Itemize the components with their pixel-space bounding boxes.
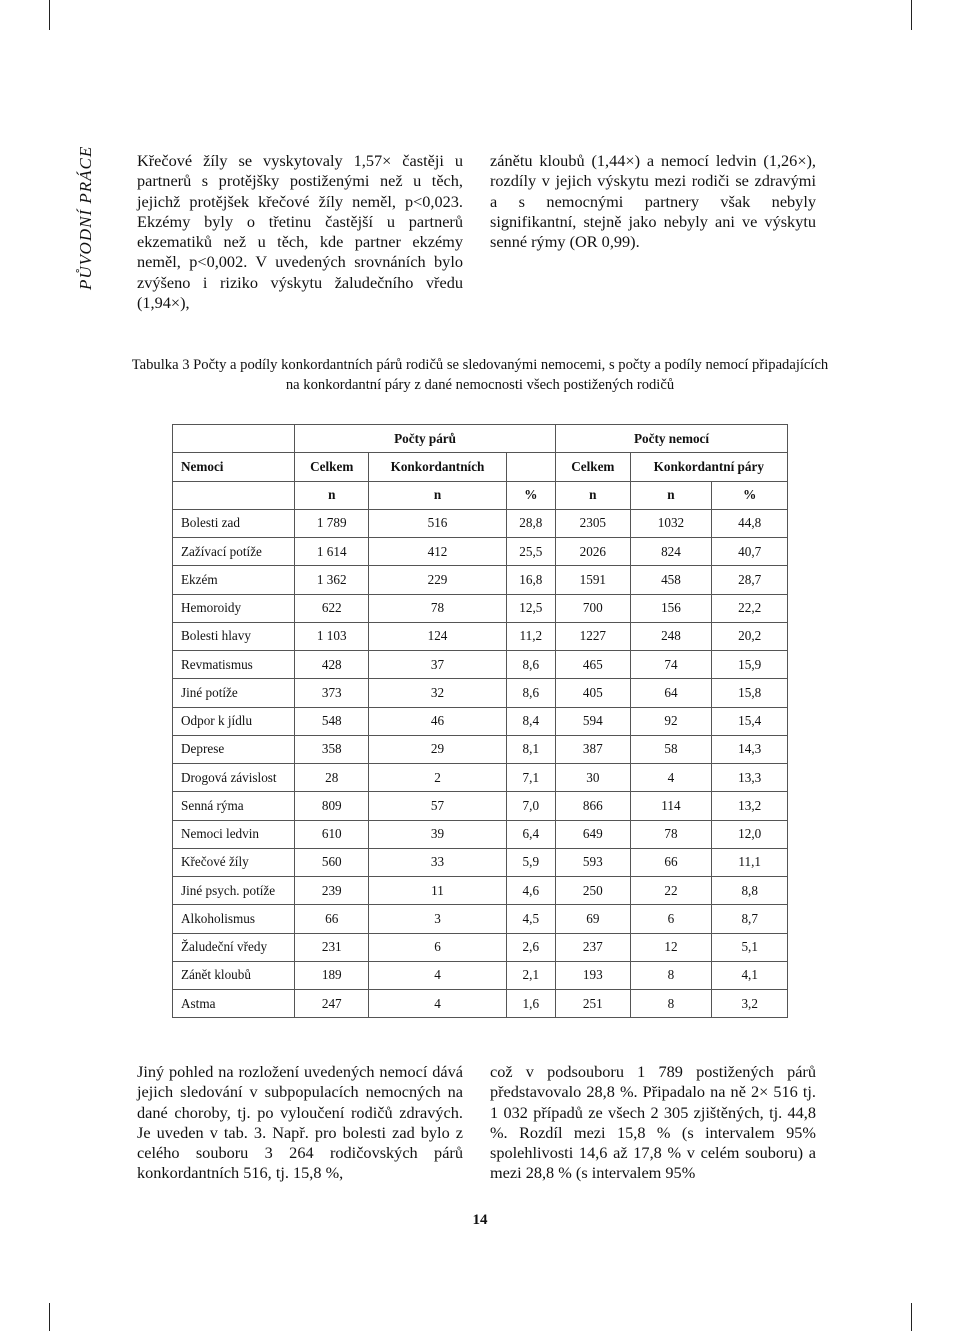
- units-empty-cell: [173, 481, 295, 509]
- table-row: [173, 905, 788, 933]
- header-disease: Nemoci: [173, 453, 295, 481]
- header-concordant-pairs: Konkordantní páry: [630, 453, 787, 481]
- value-cell: 40,7: [712, 538, 788, 566]
- value-cell: 7,0: [506, 792, 556, 820]
- value-cell: 6: [630, 905, 712, 933]
- value-cell: 1,6: [506, 990, 556, 1018]
- section-side-label: [56, 145, 116, 290]
- table-row: [173, 509, 788, 537]
- disease-name-cell: Senná rýma: [173, 792, 295, 820]
- disease-name-cell: Nemoci ledvin: [173, 820, 295, 848]
- table-row: [173, 848, 788, 876]
- value-cell: 2026: [556, 538, 630, 566]
- unit-cell: n: [630, 481, 712, 509]
- value-cell: 57: [369, 792, 506, 820]
- value-cell: 12,5: [506, 594, 556, 622]
- unit-cell: %: [506, 481, 556, 509]
- data-table: [172, 424, 788, 1018]
- top-left-column: [137, 151, 463, 313]
- value-cell: 250: [556, 877, 630, 905]
- disease-name-cell: Žaludeční vředy: [173, 933, 295, 961]
- value-cell: 13,2: [712, 792, 788, 820]
- value-cell: 193: [556, 961, 630, 989]
- crop-mark-top-left: [49, 0, 50, 30]
- value-cell: 32: [369, 679, 506, 707]
- value-cell: 37: [369, 651, 506, 679]
- disease-name-cell: Bolesti zad: [173, 509, 295, 537]
- header-group-pairs: Počty párů: [295, 425, 556, 453]
- value-cell: 866: [556, 792, 630, 820]
- disease-name-cell: Bolesti hlavy: [173, 622, 295, 650]
- value-cell: 465: [556, 651, 630, 679]
- table-row: [173, 990, 788, 1018]
- unit-cell: n: [556, 481, 630, 509]
- value-cell: 610: [295, 820, 369, 848]
- value-cell: 8,6: [506, 679, 556, 707]
- bottom-right-column: [490, 1062, 816, 1184]
- value-cell: 373: [295, 679, 369, 707]
- value-cell: 229: [369, 566, 506, 594]
- value-cell: 8,8: [712, 877, 788, 905]
- header-empty-cell: [173, 425, 295, 453]
- unit-cell: n: [369, 481, 506, 509]
- value-cell: 66: [295, 905, 369, 933]
- value-cell: 189: [295, 961, 369, 989]
- value-cell: 3: [369, 905, 506, 933]
- section-label-text: PŮVODNÍ PRÁCE: [76, 145, 95, 290]
- value-cell: 1227: [556, 622, 630, 650]
- value-cell: 4,5: [506, 905, 556, 933]
- table-row: [173, 679, 788, 707]
- value-cell: 2: [369, 764, 506, 792]
- value-cell: 6,4: [506, 820, 556, 848]
- value-cell: 6: [369, 933, 506, 961]
- top-right-column: [490, 151, 816, 252]
- value-cell: 1 789: [295, 509, 369, 537]
- table-row: [173, 764, 788, 792]
- value-cell: 8: [630, 990, 712, 1018]
- table-row: [173, 566, 788, 594]
- value-cell: 28: [295, 764, 369, 792]
- value-cell: 1 362: [295, 566, 369, 594]
- disease-name-cell: Jiné psych. potíže: [173, 877, 295, 905]
- value-cell: 66: [630, 848, 712, 876]
- value-cell: 33: [369, 848, 506, 876]
- value-cell: 124: [369, 622, 506, 650]
- top-right-paragraph: zánětu kloubů (1,44×) a nemocí ledvin (1,26×), rozdíly v jejich výskytu mezi rodiči se zdravými a s nemocnými partnery však nebyly signifikantní, stejně jako nebyly ani ve výskytu senné rýmy (OR 0,99).: [490, 151, 816, 252]
- value-cell: 809: [295, 792, 369, 820]
- value-cell: 4: [369, 990, 506, 1018]
- table-row: [173, 651, 788, 679]
- value-cell: 5,9: [506, 848, 556, 876]
- value-cell: 11,2: [506, 622, 556, 650]
- value-cell: 428: [295, 651, 369, 679]
- value-cell: 1 103: [295, 622, 369, 650]
- value-cell: 231: [295, 933, 369, 961]
- disease-name-cell: Drogová závislost: [173, 764, 295, 792]
- header-total-diseases: Celkem: [556, 453, 630, 481]
- value-cell: 12,0: [712, 820, 788, 848]
- disease-name-cell: Křečové žíly: [173, 848, 295, 876]
- header-spacer: [506, 453, 556, 481]
- value-cell: 74: [630, 651, 712, 679]
- disease-name-cell: Revmatismus: [173, 651, 295, 679]
- value-cell: 387: [556, 735, 630, 763]
- value-cell: 405: [556, 679, 630, 707]
- disease-name-cell: Deprese: [173, 735, 295, 763]
- value-cell: 13,3: [712, 764, 788, 792]
- value-cell: 69: [556, 905, 630, 933]
- value-cell: 92: [630, 707, 712, 735]
- value-cell: 248: [630, 622, 712, 650]
- value-cell: 25,5: [506, 538, 556, 566]
- value-cell: 44,8: [712, 509, 788, 537]
- value-cell: 15,4: [712, 707, 788, 735]
- value-cell: 8: [630, 961, 712, 989]
- bottom-left-column: [137, 1062, 463, 1184]
- value-cell: 64: [630, 679, 712, 707]
- value-cell: 1032: [630, 509, 712, 537]
- value-cell: 5,1: [712, 933, 788, 961]
- value-cell: 700: [556, 594, 630, 622]
- value-cell: 8,1: [506, 735, 556, 763]
- value-cell: 4,1: [712, 961, 788, 989]
- value-cell: 4: [630, 764, 712, 792]
- value-cell: 28,7: [712, 566, 788, 594]
- bottom-left-paragraph: Jiný pohled na rozložení uvedených nemocí dává jejich sledování v subpopulacích nemocných na dané choroby, tj. po vyloučení rodičů zdravých. Je uveden v tab. 3. Např. pro bolesti zad bylo z celého souboru 3 264 rodičovských párů konkordantních 516, tj. 15,8 %,: [137, 1062, 463, 1183]
- value-cell: 1591: [556, 566, 630, 594]
- value-cell: 2,6: [506, 933, 556, 961]
- value-cell: 8,7: [712, 905, 788, 933]
- value-cell: 7,1: [506, 764, 556, 792]
- value-cell: 622: [295, 594, 369, 622]
- value-cell: 247: [295, 990, 369, 1018]
- value-cell: 15,9: [712, 651, 788, 679]
- value-cell: 251: [556, 990, 630, 1018]
- value-cell: 156: [630, 594, 712, 622]
- value-cell: 11: [369, 877, 506, 905]
- crop-mark-bottom-right: [911, 1303, 912, 1331]
- value-cell: 516: [369, 509, 506, 537]
- value-cell: 1 614: [295, 538, 369, 566]
- table-row: [173, 622, 788, 650]
- value-cell: 548: [295, 707, 369, 735]
- value-cell: 412: [369, 538, 506, 566]
- value-cell: 560: [295, 848, 369, 876]
- value-cell: 824: [630, 538, 712, 566]
- value-cell: 46: [369, 707, 506, 735]
- disease-name-cell: Zánět kloubů: [173, 961, 295, 989]
- table-header-row-columns: [173, 453, 788, 481]
- disease-name-cell: Jiné potíže: [173, 679, 295, 707]
- value-cell: 78: [630, 820, 712, 848]
- value-cell: 4,6: [506, 877, 556, 905]
- value-cell: 29: [369, 735, 506, 763]
- table-header-row-groups: [173, 425, 788, 453]
- table-row: [173, 792, 788, 820]
- value-cell: 4: [369, 961, 506, 989]
- header-total-pairs: Celkem: [295, 453, 369, 481]
- value-cell: 3,2: [712, 990, 788, 1018]
- table-row: [173, 820, 788, 848]
- top-left-paragraph: Křečové žíly se vyskytovaly 1,57× častěji u partnerů s protějšky postiženými než u těch, jejichž protějšek křečové žíly neměl, p<0,023. Ekzémy byly o třetinu častější u partnerů ekzematiků než u těch, kde partner ekzémy neměl, p<0,002. V uvedených srovnáních bylo zvýšeno i riziko výskytu žaludečního vředu (1,94×),: [137, 151, 463, 313]
- page-number: 14: [472, 1212, 488, 1228]
- value-cell: 239: [295, 877, 369, 905]
- disease-name-cell: Astma: [173, 990, 295, 1018]
- value-cell: 114: [630, 792, 712, 820]
- unit-cell: %: [712, 481, 788, 509]
- value-cell: 22,2: [712, 594, 788, 622]
- value-cell: 2,1: [506, 961, 556, 989]
- disease-name-cell: Ekzém: [173, 566, 295, 594]
- header-group-diseases: Počty nemocí: [556, 425, 788, 453]
- value-cell: 58: [630, 735, 712, 763]
- table-row: [173, 707, 788, 735]
- value-cell: 15,8: [712, 679, 788, 707]
- table-header-row-units: [173, 481, 788, 509]
- table-row: [173, 538, 788, 566]
- disease-name-cell: Hemoroidy: [173, 594, 295, 622]
- value-cell: 14,3: [712, 735, 788, 763]
- value-cell: 2305: [556, 509, 630, 537]
- value-cell: 8,6: [506, 651, 556, 679]
- value-cell: 594: [556, 707, 630, 735]
- value-cell: 22: [630, 877, 712, 905]
- value-cell: 30: [556, 764, 630, 792]
- crop-mark-bottom-left: [49, 1303, 50, 1331]
- table-row: [173, 735, 788, 763]
- crop-mark-top-right: [911, 0, 912, 30]
- value-cell: 11,1: [712, 848, 788, 876]
- value-cell: 12: [630, 933, 712, 961]
- value-cell: 358: [295, 735, 369, 763]
- value-cell: 39: [369, 820, 506, 848]
- disease-name-cell: Odpor k jídlu: [173, 707, 295, 735]
- table-caption: Tabulka 3 Počty a podíly konkordantních párů rodičů se sledovanými nemocemi, s počty a podíly nemocí připadajících na konkordantní páry z dané nemocnosti všech postižených rodičů: [131, 357, 829, 393]
- disease-name-cell: Zažívací potíže: [173, 538, 295, 566]
- header-concordant: Konkordantních: [369, 453, 506, 481]
- value-cell: 28,8: [506, 509, 556, 537]
- value-cell: 458: [630, 566, 712, 594]
- bottom-right-paragraph: což v podsouboru 1 789 postižených párů představovalo 28,8 %. Připadalo na ně 2× 516 tj. 1 032 případů ze všech 2 305 zjištěných, tj. 44,8 %. Rozdíl mezi 15,8 % (s intervalem 95% spolehlivosti 14,6 až 17,8 % v celém souboru) a mezi 28,8 % (s intervalem 95%: [490, 1062, 816, 1183]
- table-row: [173, 877, 788, 905]
- value-cell: 237: [556, 933, 630, 961]
- value-cell: 20,2: [712, 622, 788, 650]
- disease-name-cell: Alkoholismus: [173, 905, 295, 933]
- table-row: [173, 933, 788, 961]
- table-row: [173, 594, 788, 622]
- value-cell: 78: [369, 594, 506, 622]
- value-cell: 649: [556, 820, 630, 848]
- value-cell: 16,8: [506, 566, 556, 594]
- value-cell: 593: [556, 848, 630, 876]
- table-row: [173, 961, 788, 989]
- value-cell: 8,4: [506, 707, 556, 735]
- unit-cell: n: [295, 481, 369, 509]
